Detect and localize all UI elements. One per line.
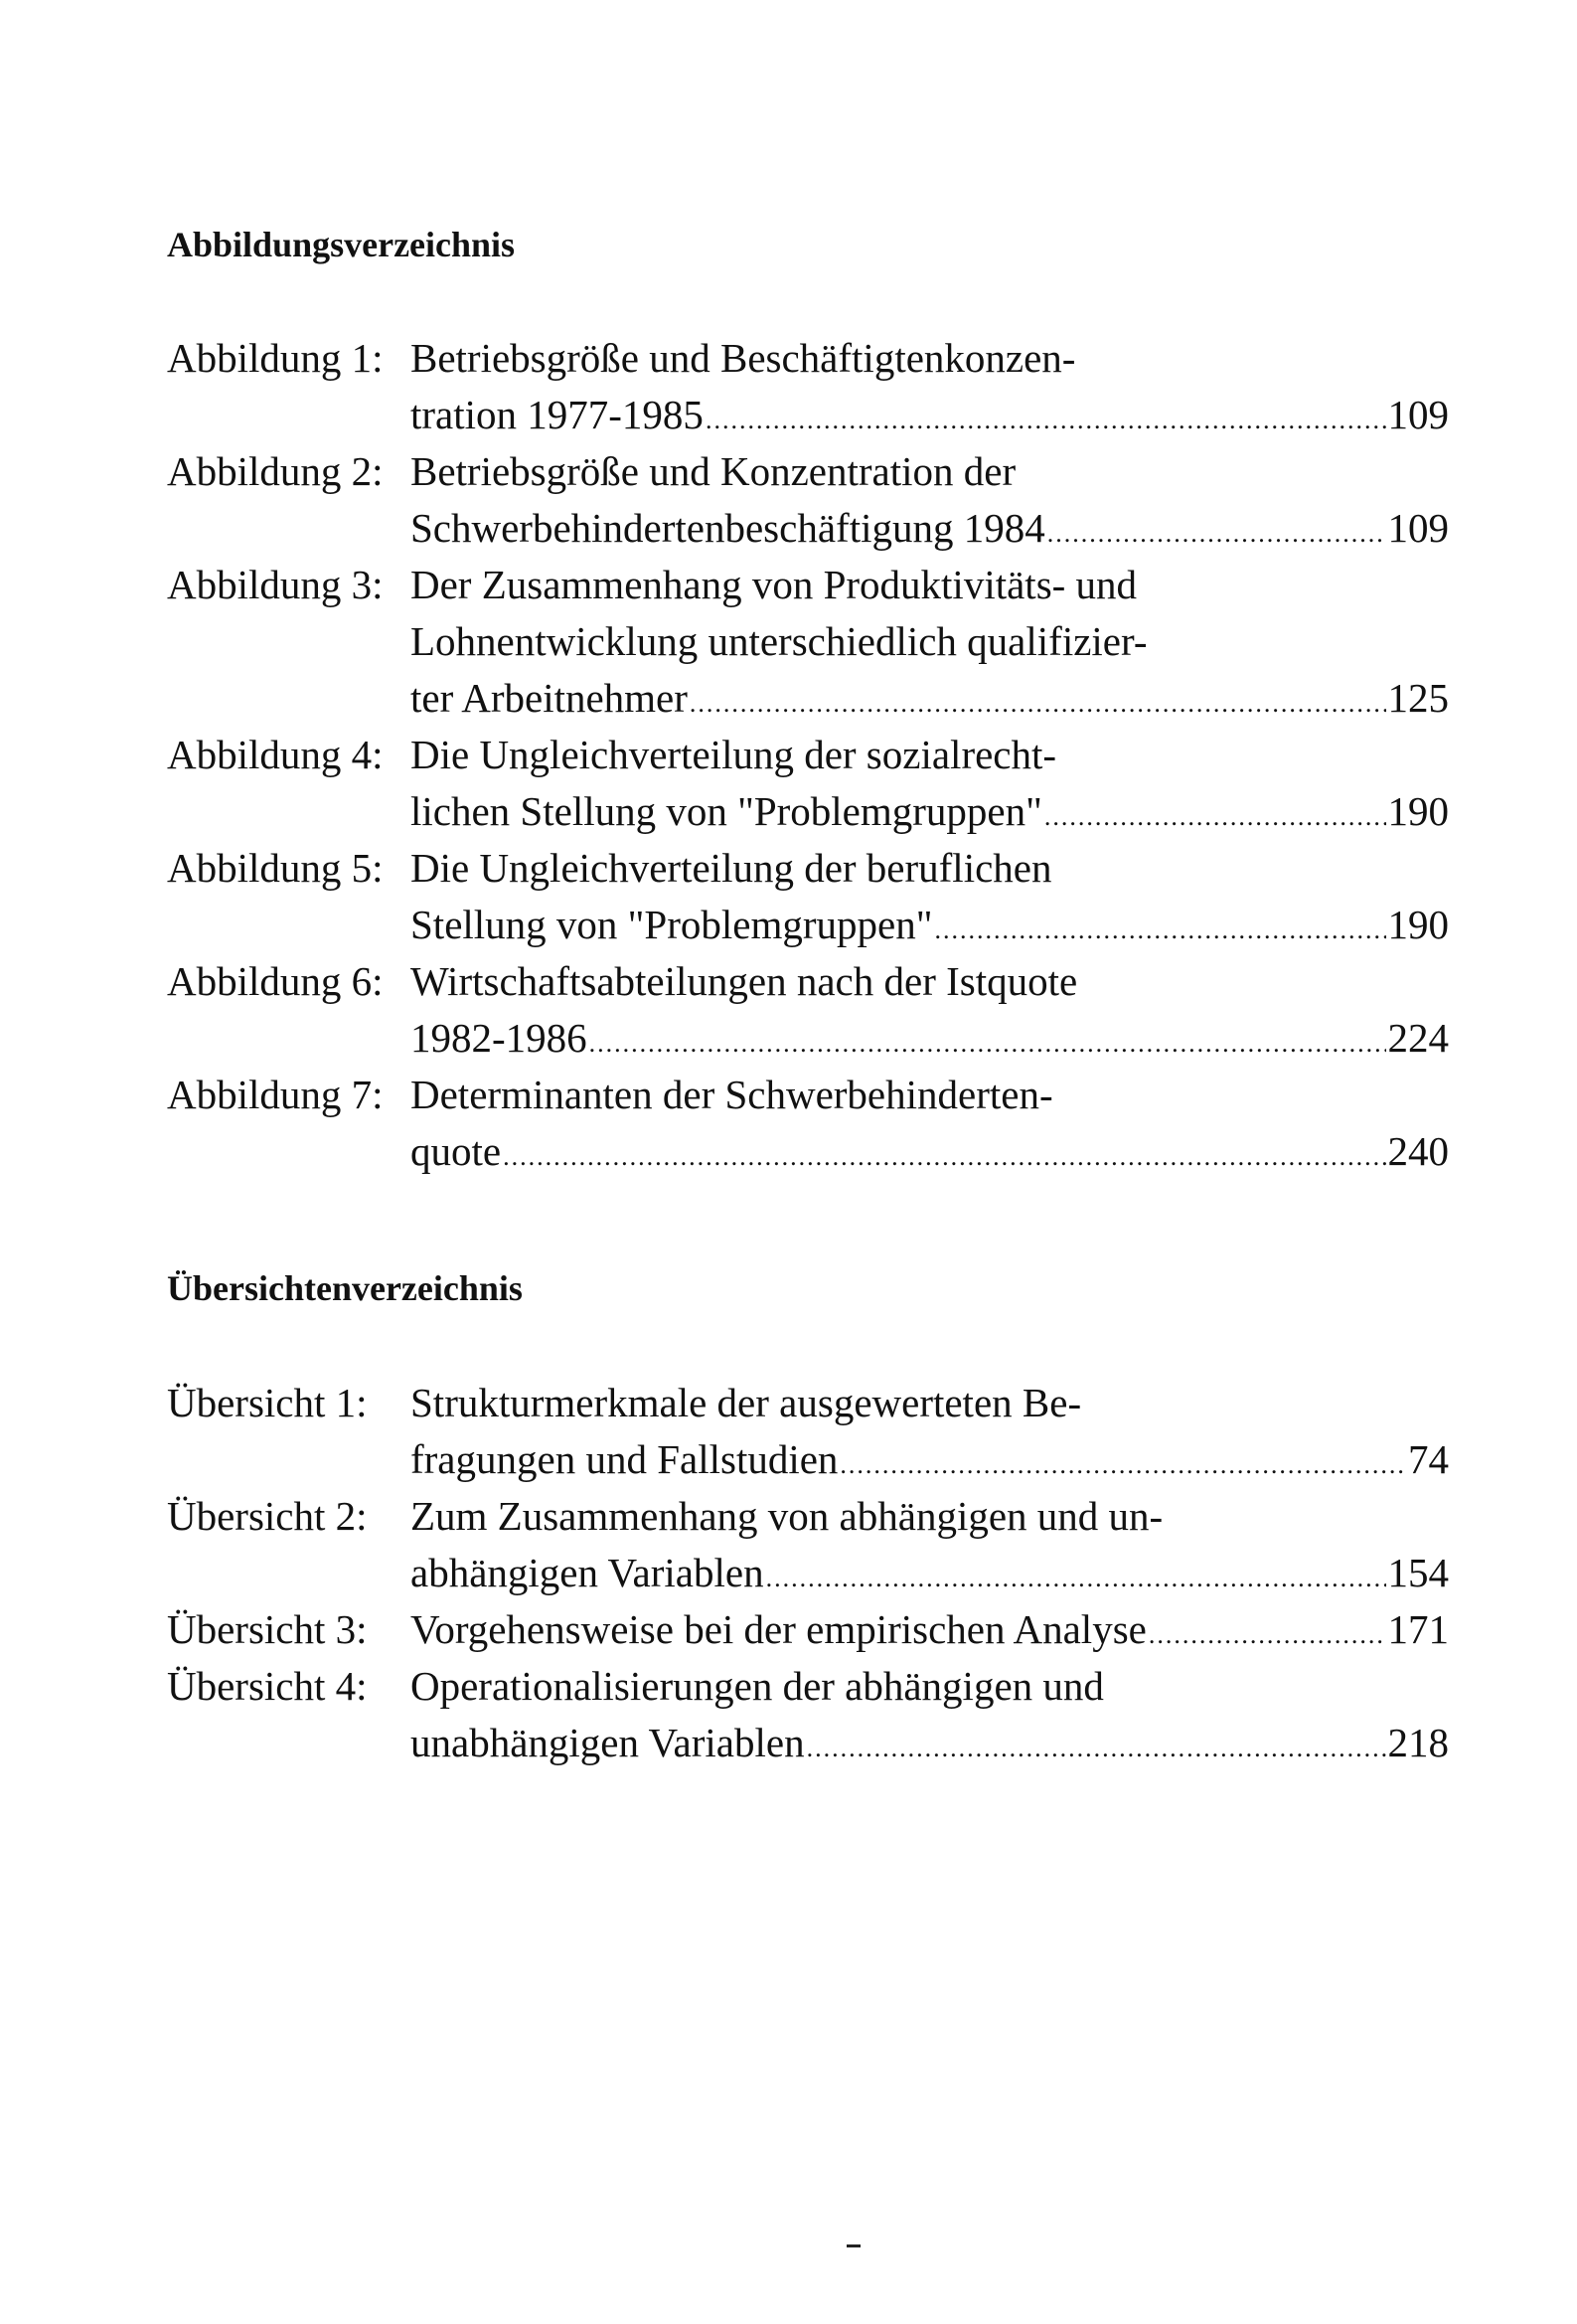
overview-entry-body: [410, 1658, 1449, 1771]
overview-entry-body: [410, 1488, 1449, 1601]
figure-entry-label: Abbildung 7:: [167, 1072, 384, 1117]
figure-entry-body: [410, 1067, 1449, 1180]
figure-entry-leader-line: [410, 897, 1449, 953]
overview-entry-label: Übersicht 4:: [167, 1663, 368, 1709]
overview-entry-leader-line: [410, 1431, 1449, 1488]
figure-entry-title-last-line: 1982-1986: [410, 1015, 587, 1061]
figure-entry-title-last-line: tration 1977-1985: [410, 392, 704, 437]
overview-entry-leader-line: [410, 1545, 1449, 1601]
figure-entry-body: [410, 557, 1449, 727]
overviews-list-section: [167, 1264, 1449, 1312]
figure-entry-title-last-line: Schwerbehindertenbeschäftigung 1984: [410, 505, 1045, 551]
figure-entry-label: Abbildung 6:: [167, 958, 384, 1004]
figure-entry-title-line: Wirtschaftsabteilungen nach der Istquote: [410, 958, 1078, 1004]
overview-entry-title-line: Zum Zusammenhang von abhängigen und un-: [410, 1493, 1164, 1539]
dot-leader: [766, 1550, 1386, 1606]
figure-entry-title-last-line: lichen Stellung von "Problemgruppen": [410, 788, 1042, 834]
overview-entry-page-number: 154: [1387, 1550, 1449, 1595]
figure-entry-4: [167, 727, 1449, 840]
figure-entry-body: [410, 840, 1449, 953]
figure-entry-leader-line: [410, 500, 1449, 557]
figure-entry-body: [410, 953, 1449, 1067]
figures-list-section: [167, 221, 1449, 268]
overview-entry-leader-line: [410, 1601, 1449, 1658]
figure-entry-1: [167, 330, 1449, 443]
figure-entry-leader-line: [410, 387, 1449, 443]
overview-entry-label: Übersicht 3:: [167, 1606, 368, 1652]
figure-entry-title-line: Der Zusammenhang von Produktivitäts- und: [410, 562, 1138, 607]
figures-entries-container: [167, 330, 1449, 1180]
figure-entry-title-last-line: ter Arbeitnehmer: [410, 675, 688, 721]
figure-entry-page-number: 224: [1387, 1015, 1449, 1061]
figure-entry-title-last-line: Stellung von "Problemgruppen": [410, 902, 933, 947]
dot-leader: [807, 1720, 1386, 1776]
figure-entry-page-number: 109: [1387, 505, 1449, 551]
figure-entry-label: Abbildung 2:: [167, 448, 384, 494]
figure-entry-2: [167, 443, 1449, 557]
figure-entry-body: [410, 443, 1449, 557]
figure-entry-page-number: 109: [1387, 392, 1449, 437]
overview-entry-title-last-line: abhängigen Variablen: [410, 1550, 764, 1595]
figure-entry-label: Abbildung 1:: [167, 335, 384, 381]
overview-entry-title-line: Strukturmerkmale der ausgewerteten Be-: [410, 1380, 1082, 1425]
dot-leader: [706, 392, 1386, 448]
overview-entry-leader-line: [410, 1715, 1449, 1771]
figure-entry-body: [410, 727, 1449, 840]
overviews-entries-container: [167, 1375, 1449, 1771]
figure-entry-page-number: 190: [1387, 902, 1449, 947]
figure-entry-page-number: 240: [1387, 1128, 1449, 1174]
dot-leader: [1047, 505, 1386, 562]
figure-entry-leader-line: [410, 783, 1449, 840]
figure-entry-leader-line: [410, 1010, 1449, 1067]
dot-leader: [840, 1436, 1406, 1493]
figure-entry-page-number: 190: [1387, 788, 1449, 834]
figure-entry-title-line: Lohnentwicklung unterschiedlich qualifizier-: [410, 618, 1148, 664]
figure-entry-title-line: Die Ungleichverteilung der beruflichen: [410, 845, 1052, 891]
dot-leader: [503, 1128, 1385, 1185]
figure-entry-label: Abbildung 4:: [167, 732, 384, 777]
figure-entry-label: Abbildung 3:: [167, 562, 384, 607]
overview-entry-label: Übersicht 2:: [167, 1493, 368, 1539]
dot-leader: [1044, 788, 1386, 845]
figure-entry-3: [167, 557, 1449, 727]
dot-leader: [934, 902, 1385, 958]
overview-entry-page-number: 171: [1387, 1606, 1449, 1652]
overview-entry-label: Übersicht 1:: [167, 1380, 368, 1425]
overview-entry-page-number: 218: [1387, 1720, 1449, 1765]
figure-entry-5: [167, 840, 1449, 953]
overviews-list-title: Übersichtenverzeichnis: [167, 1268, 523, 1308]
figure-entry-6: [167, 953, 1449, 1067]
figures-list-title: Abbildungsverzeichnis: [167, 225, 516, 264]
figure-entry-title-last-line: quote: [410, 1128, 502, 1174]
overview-entry-1: [167, 1375, 1449, 1488]
figure-entry-leader-line: [410, 1123, 1449, 1180]
figure-entry-title-line: Determinanten der Schwerbehinderten-: [410, 1072, 1053, 1117]
overview-entry-4: [167, 1658, 1449, 1771]
overview-entry-2: [167, 1488, 1449, 1601]
figure-entry-title-line: Die Ungleichverteilung der sozialrecht-: [410, 732, 1057, 777]
overview-entry-body: [410, 1375, 1449, 1488]
overview-entry-body: [410, 1601, 1449, 1658]
figure-entry-label: Abbildung 5:: [167, 845, 384, 891]
overview-entry-title-last-line: fragungen und Fallstudien: [410, 1436, 839, 1482]
figure-entry-leader-line: [410, 670, 1449, 727]
overview-entry-3: [167, 1601, 1449, 1658]
figure-entry-title-line: Betriebsgröße und Beschäftigtenkonzen-: [410, 335, 1076, 381]
overview-entry-title-last-line: Vorgehensweise bei der empirischen Analyse: [410, 1606, 1147, 1652]
figure-entry-page-number: 125: [1387, 675, 1449, 721]
dot-leader: [1149, 1606, 1386, 1663]
figure-entry-title-line: Betriebsgröße und Konzentration der: [410, 448, 1017, 494]
figure-entry-7: [167, 1067, 1449, 1180]
overview-entry-title-last-line: unabhängigen Variablen: [410, 1720, 805, 1765]
overview-entry-title-line: Operationalisierungen der abhängigen und: [410, 1663, 1104, 1709]
dot-leader: [589, 1015, 1386, 1072]
overview-entry-page-number: 74: [1408, 1436, 1449, 1482]
page-footer-mark: [847, 2244, 861, 2247]
figure-entry-body: [410, 330, 1449, 443]
dot-leader: [690, 675, 1386, 732]
